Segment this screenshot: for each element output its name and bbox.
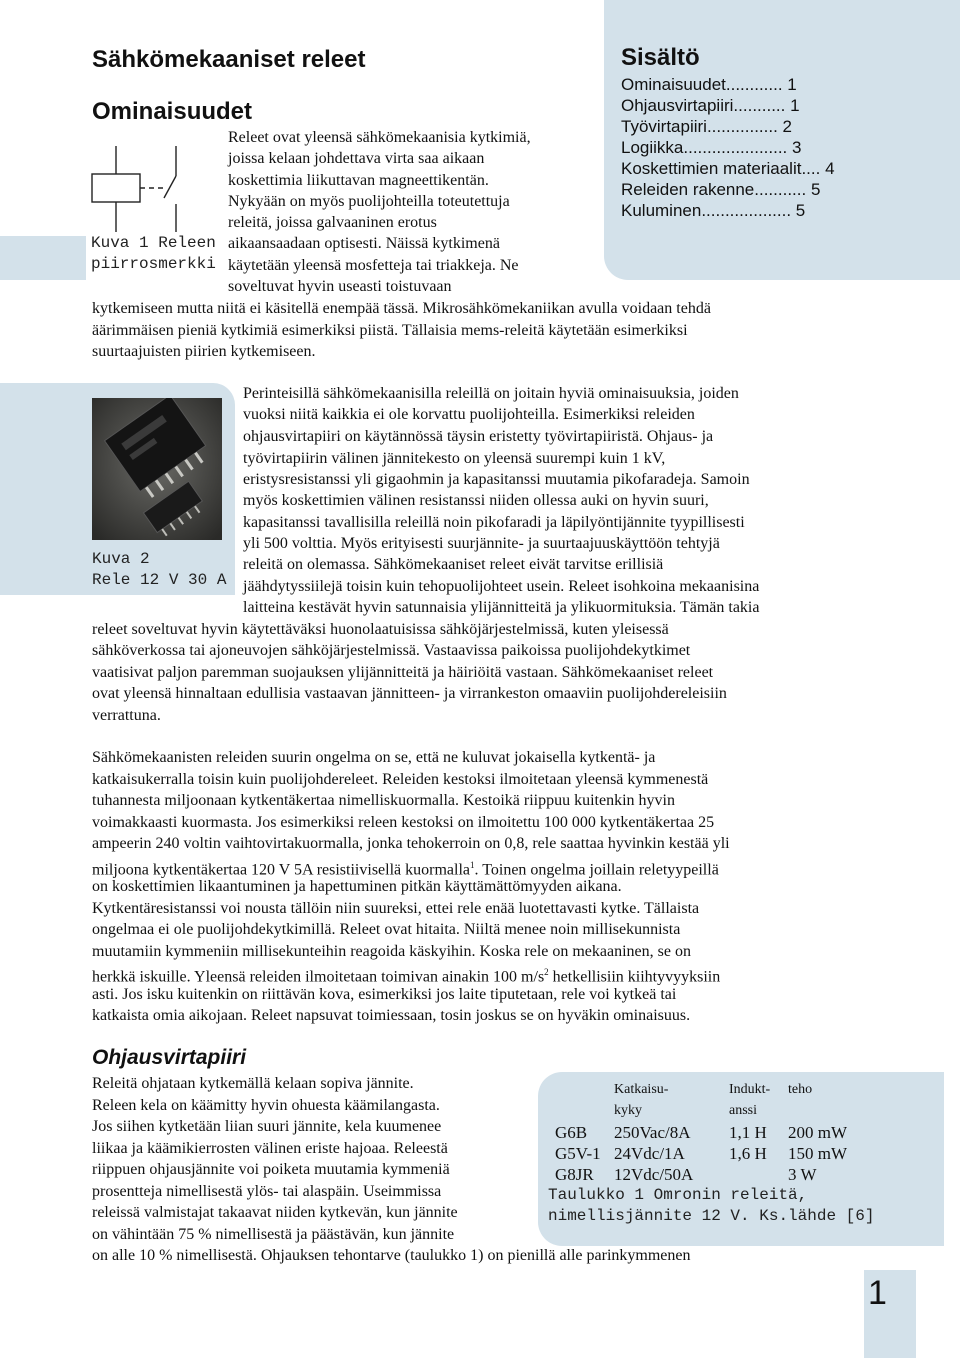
text-line: on koskettimien likaantuminen ja hapettuminen pitkän käyttämättömyyden aikana.: [92, 878, 622, 895]
table-cell: 200 mW: [788, 1123, 848, 1142]
relay-symbol-icon: [86, 136, 221, 236]
section-title-ominaisuudet: Ominaisuudet: [92, 98, 253, 125]
text-line: releissä valmistajat takaavat niiden kytkevän, kun jännite: [92, 1204, 458, 1221]
text-line: yli 500 volttia. Myös erityisesti suurjännite- ja suurtaajuuskäyttöön tehtyjä: [243, 535, 720, 552]
table-cell: 1,6 H: [729, 1144, 767, 1163]
page-number: 1: [868, 1274, 887, 1312]
text-line: vuoksi niitä kaikkia ei ole korvattu puolijohteilla. Esimerkiksi releiden: [243, 406, 695, 423]
caption-tab-deco: [0, 236, 86, 280]
toc-item-koskettimien-materiaalit[interactable]: Koskettimien materiaalit.... 4: [621, 159, 835, 178]
text-line: Sähkömekaanisten releiden suurin ongelma on se, että ne kuluvat jokaisella kytkentä- ja: [92, 749, 656, 766]
table-cell: 1,1 H: [729, 1123, 767, 1142]
text-line: on vähintään 75 % nimellisestä ja päästävän, kun jännite: [92, 1226, 455, 1243]
footnote-ref[interactable]: 1: [470, 860, 475, 870]
toc-panel: [604, 0, 960, 280]
table-cell: 12Vdc/50A: [614, 1165, 694, 1184]
text-span: herkkä iskuille. Yleensä releiden ilmoitetaan toimivan ainakin 100 m/s: [92, 968, 545, 986]
text-line: jäähdytyssiilejä toisin kuin tehopuolijohteet usein. Releet isohkoina mekaanisina: [243, 578, 760, 595]
text-line: on alle 10 % nimellisestä. Ohjauksen tehontarve (taulukko 1) on pienillä alle parinkymmenen: [92, 1247, 691, 1264]
text-span: hetkellisiin kiihtyvyyksiin: [548, 968, 721, 986]
text-line: ampeerin 240 voltin vaihtovirtakuormalla, jonka tehokerroin on 0,8, rele saattaa hyvinkin kestää yli: [92, 835, 730, 852]
table-cell: G8JR: [555, 1165, 594, 1184]
text-line: eristysresistanssi yli gigaohmin ja kapasitanssi muutamia pikofaradeja. Samoin: [243, 471, 750, 488]
table-header-katkaisukyky-1: Katkaisu-: [614, 1082, 669, 1097]
text-line: työvirtapiirin välinen jännitekesto on yleensä suurempi kuin 1 kV,: [243, 450, 666, 467]
text-line: releitä on olemassa. Sähkömekaaniset releet eivät tarvitse erillisiä: [243, 556, 664, 573]
text-line: äärimmäisen pieniä kytkimiä esimerkiksi piistä. Tällaisia mems-releitä käytetään esimerkiksi: [92, 322, 688, 339]
text-line: asti. Jos isku kuitenkin on riittävän kova, esimerkiksi jos laite tiputetaan, rele voi kytkeä tai: [92, 986, 677, 1003]
text-line: Releen kela on käämitty hyvin ohuesta käämilangasta.: [92, 1097, 440, 1114]
table-cell: 24Vdc/1A: [614, 1144, 685, 1163]
table-cell: G5V-1: [555, 1144, 601, 1163]
text-line: aikaansaadaan optisesti. Näissä kytkimenä: [228, 235, 500, 252]
text-line: katkaisukerralla toisin kuin puolijohdereleet. Releiden kestoksi ilmoitetaan yleensä kymmenestä: [92, 771, 709, 788]
text-line: releitä, joissa galvaaninen erotus: [228, 214, 437, 231]
table-caption-line1: Taulukko 1 Omronin releitä,: [548, 1186, 808, 1204]
text-line: Kytkentäresistanssi voi nousta tällöin niin suureksi, ettei rele enää luotettavasti kytke. Tällaista: [92, 900, 700, 917]
toc-item-ominaisuudet[interactable]: Ominaisuudet............ 1: [621, 75, 797, 94]
text-line: katkaista omia aikojaan. Releet napsuvat toimiessaan, tosin joskus se on hyväkin ominaisuus.: [92, 1007, 691, 1024]
text-span: . Toinen ongelma joillain reletyypeillä: [474, 861, 719, 879]
document-title: Sähkömekaaniset releet: [92, 46, 366, 73]
text-line: myös koskettimien välinen resistanssi niiden ollessa auki on hyvin suuri,: [243, 492, 709, 509]
relay-table-box: [538, 1072, 944, 1246]
text-line: muutamiin kymmeniin millisekunteihin reagoida käskyihin. Koska rele on mekaaninen, se on: [92, 943, 691, 960]
figure1-caption-line1: Kuva 1 Releen: [91, 234, 216, 252]
text-line: liikaa ja käämikierrosten välinen eriste hajoaa. Releestä: [92, 1140, 448, 1157]
text-line: suurtaajuisten piirien kytkemiseen.: [92, 343, 316, 360]
table-cell: 3 W: [788, 1165, 817, 1184]
text-line: Releitä ohjataan kytkemällä kelaan sopiva jännite.: [92, 1075, 414, 1092]
table-caption-line2: nimellisjännite 12 V. Ks.lähde [6]: [548, 1207, 875, 1225]
text-line: kapasitanssi tavallisilla releillä noin pikofaradi ja läpilyöntijännite tyypillisesti: [243, 514, 745, 531]
table-header-katkaisukyky-2: kyky: [614, 1103, 642, 1118]
text-line: vaatisivat paljon paremman suojauksen ylijännitteitä ja häiriöitä vastaan. Sähkömekaaniset releet: [92, 664, 714, 681]
text-line: ovat yleensä hinnaltaan edullisia vastaavan jännitteen- ja virrankeston omaaviin puolijohdereleisiin: [92, 685, 727, 702]
toc-title: Sisältö: [621, 44, 700, 71]
relay-photo-image: [92, 398, 222, 540]
superscript: 2: [544, 967, 549, 977]
text-line: riippuen ohjausjännite voi poiketa muutamia kymmeniä: [92, 1161, 450, 1178]
table-cell: 150 mW: [788, 1144, 848, 1163]
text-line: kytkemiseen mutta niitä ei käsitellä enempää tässä. Mikrosähkömekaniikan avulla voidaan tehdä: [92, 300, 711, 317]
table-header-induktanssi-2: anssi: [729, 1103, 757, 1118]
text-line: tuhannesta miljoonaan kytkentäkertaa nimelliskuormalla. Kestoikä riippuu kuitenkin hyvin: [92, 792, 675, 809]
text-line: joissa kelaan johdettava virta saa aikaan: [228, 150, 485, 167]
text-line: soveltuvat hyvin useasti toistuvaan: [228, 278, 452, 295]
text-line: käytetään yleensä mosfetteja tai triakkeja. Ne: [228, 257, 519, 274]
text-line: voimakkaasti kuormasta. Jos esimerkiksi releen kestoksi on ilmoitettu 100 000 kytkentäkertaa 25: [92, 814, 715, 831]
text-line: Releet ovat yleensä sähkömekaanisia kytkimiä,: [228, 129, 531, 146]
relay-schematic-figure: [86, 136, 221, 236]
text-line: ohjausvirtapiiri on käytännössä täysin eristetty työvirtapiiristä. Ohjaus- ja: [243, 428, 714, 445]
text-line: sähköverkossa tai ajoneuvojen sähköjärjestelmissä. Vastaavissa paikoissa puolijohdekytkimet: [92, 642, 691, 659]
figure2-caption-line2: Rele 12 V 30 A: [92, 571, 227, 589]
section-title-ohjausvirtapiiri: Ohjausvirtapiiri: [92, 1046, 247, 1069]
text-line: Perinteisillä sähkömekaanisilla releillä on joitain hyviä ominaisuuksia, joiden: [243, 385, 739, 402]
text-span: miljoona kytkentäkertaa 120 V 5A resistiivisellä kuormalla: [92, 861, 470, 879]
text-line: releet soveltuvat hyvin käytettäväksi huonolaatuisissa sähköjärjestelmissä, kuten yleisessä: [92, 621, 669, 638]
toc-item-logiikka[interactable]: Logiikka...................... 3: [621, 138, 802, 157]
toc-item-kuluminen[interactable]: Kuluminen................... 5: [621, 201, 806, 220]
table-cell: G6B: [555, 1123, 588, 1142]
table-header-teho: teho: [788, 1082, 813, 1097]
toc-item-ohjausvirtapiiri[interactable]: Ohjausvirtapiiri........... 1: [621, 96, 800, 115]
figure1-caption-line2: piirrosmerkki: [91, 255, 216, 273]
text-line: prosentteja nimellisestä ylös- tai alaspäin. Useimmissa: [92, 1183, 442, 1200]
text-line: Nykyään on myös puolijohteilla toteutettuja: [228, 193, 510, 210]
text-line: verrattuna.: [92, 707, 161, 724]
toc-item-tyovirtapiiri[interactable]: Työvirtapiiri............... 2: [621, 117, 792, 136]
text-line: koskettimia liikuttavan magneettikentän.: [228, 172, 489, 189]
table-header-induktanssi-1: Indukt-: [729, 1082, 771, 1097]
table-cell: 250Vac/8A: [614, 1123, 691, 1142]
text-line: Jos siihen kytketään liian suuri jännite, kela kuumenee: [92, 1118, 442, 1135]
text-line: laitteina kestävät hyvin satunnaisia ylijännitteitä ja ylikuormituksia. Tämän takia: [243, 599, 760, 616]
toc-item-releiden-rakenne[interactable]: Releiden rakenne........... 5: [621, 180, 821, 199]
text-line: ongelmaa ei ole puolijohdekytkimillä. Releet ovat hitaita. Niiltä menee noin millisekunnista: [92, 921, 681, 938]
figure2-caption-line1: Kuva 2: [92, 550, 150, 568]
